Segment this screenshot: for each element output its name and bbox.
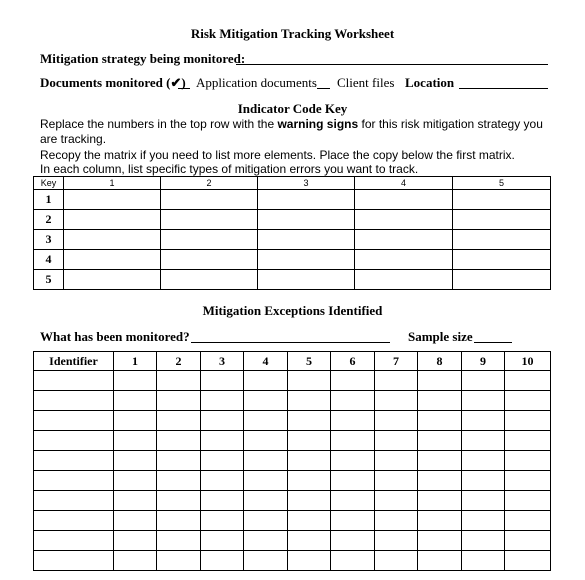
exception-cell[interactable] [462,491,505,511]
exception-cell[interactable] [201,431,244,451]
exception-cell[interactable] [201,451,244,471]
exception-cell[interactable] [418,371,462,391]
exception-cell[interactable] [288,491,331,511]
column-header: 8 [418,352,462,371]
matrix-cell[interactable] [453,230,551,250]
matrix-cell[interactable] [355,190,453,210]
exception-cell[interactable] [331,551,375,571]
matrix-cell[interactable] [258,210,355,230]
exception-cell[interactable] [114,471,157,491]
table-row [34,551,551,571]
exception-cell[interactable] [201,471,244,491]
warning-sign-header: 1 [64,177,161,190]
exception-cell[interactable] [462,431,505,451]
exception-cell[interactable] [505,391,551,411]
table-row [34,190,551,210]
exception-cell[interactable] [505,551,551,571]
documents-label: Documents monitored (✔) [40,75,186,90]
row-key: 1 [34,190,64,210]
identifier-cell[interactable] [34,551,114,571]
table-row [34,431,551,451]
matrix-cell[interactable] [453,270,551,290]
exception-cell[interactable] [462,531,505,551]
row-key: 4 [34,250,64,270]
indicator-line-3: Recopy the matrix if you need to list more elements. Place the copy below the first matrix. [40,148,515,162]
matrix-cell[interactable] [453,250,551,270]
exception-cell[interactable] [418,531,462,551]
exception-cell[interactable] [288,391,331,411]
page-title: Risk Mitigation Tracking Worksheet [190,26,395,41]
exception-cell[interactable] [157,431,201,451]
warning-sign-header: 2 [161,177,258,190]
exception-cell[interactable] [331,531,375,551]
exception-cell[interactable] [114,531,157,551]
identifier-cell[interactable] [34,451,114,471]
exception-cell[interactable] [331,371,375,391]
matrix-cell[interactable] [258,270,355,290]
table-row [34,391,551,411]
exception-cell[interactable] [244,431,288,451]
column-header: 10 [505,352,551,371]
table-row [34,371,551,391]
exception-cell[interactable] [114,411,157,431]
matrix-cell[interactable] [258,250,355,270]
matrix-cell[interactable] [258,230,355,250]
exception-cell[interactable] [375,431,418,451]
matrix-cell[interactable] [161,190,258,210]
identifier-cell[interactable] [34,511,114,531]
client-checkbox-line[interactable] [317,88,330,89]
exception-cell[interactable] [375,491,418,511]
exception-cell[interactable] [462,551,505,571]
exception-cell[interactable] [505,431,551,451]
table-row [34,471,551,491]
exception-cell[interactable] [462,411,505,431]
exception-cell[interactable] [157,491,201,511]
exception-cell[interactable] [375,411,418,431]
exception-cell[interactable] [418,411,462,431]
exception-cell[interactable] [375,551,418,571]
exception-cell[interactable] [288,371,331,391]
indicator-title: Indicator Code Key [237,101,348,116]
matrix-cell[interactable] [355,250,453,270]
column-header: 2 [157,352,201,371]
exception-cell[interactable] [375,371,418,391]
exception-cell[interactable] [157,371,201,391]
exception-cell[interactable] [418,511,462,531]
exception-cell[interactable] [114,451,157,471]
exception-cell[interactable] [331,451,375,471]
exception-cell[interactable] [462,371,505,391]
exception-cell[interactable] [201,491,244,511]
exception-cell[interactable] [244,451,288,471]
option-client: Client files [337,75,395,90]
monitored-label: What has been monitored? [40,329,190,344]
exception-cell[interactable] [157,471,201,491]
matrix-cell[interactable] [161,210,258,230]
table-row [34,411,551,431]
exception-cell[interactable] [288,551,331,571]
exception-cell[interactable] [157,391,201,411]
exception-cell[interactable] [462,451,505,471]
table-row [34,531,551,551]
matrix-cell[interactable] [355,230,453,250]
exception-cell[interactable] [288,451,331,471]
exception-cell[interactable] [331,511,375,531]
table-row [34,210,551,230]
strategy-field[interactable] [236,64,548,65]
warning-sign-header: 3 [258,177,355,190]
exception-cell[interactable] [114,551,157,571]
row-key: 3 [34,230,64,250]
exception-cell[interactable] [331,431,375,451]
exception-cell[interactable] [114,491,157,511]
exception-cell[interactable] [114,371,157,391]
exception-cell[interactable] [418,431,462,451]
column-header: 1 [114,352,157,371]
exception-cell[interactable] [375,471,418,491]
matrix-cell[interactable] [453,190,551,210]
location-label: Location [405,75,455,90]
exception-cell[interactable] [505,491,551,511]
identifier-cell[interactable] [34,371,114,391]
indicator-matrix [33,176,551,290]
indicator-line-4: In each column, list specific types of mitigation errors you want to track. [40,162,419,176]
exception-cell[interactable] [114,391,157,411]
key-header: Key [34,177,64,190]
matrix-cell[interactable] [161,230,258,250]
application-checkbox-line[interactable] [178,88,190,89]
exception-cell[interactable] [244,491,288,511]
row-key: 5 [34,270,64,290]
matrix-cell[interactable] [64,270,161,290]
exception-cell[interactable] [375,391,418,411]
sample-size-field[interactable] [474,342,512,343]
row-key: 2 [34,210,64,230]
exception-cell[interactable] [244,531,288,551]
exception-cell[interactable] [331,491,375,511]
exception-cell[interactable] [505,371,551,391]
exceptions-matrix [33,351,551,571]
matrix-cell[interactable] [161,270,258,290]
exception-cell[interactable] [244,511,288,531]
table-row [34,250,551,270]
exception-cell[interactable] [201,511,244,531]
exception-cell[interactable] [418,451,462,471]
exception-cell[interactable] [288,511,331,531]
column-header: 3 [201,352,244,371]
exception-cell[interactable] [418,551,462,571]
matrix-cell[interactable] [258,190,355,210]
indicator-line-1: Replace the numbers in the top row with the warning signs for this risk mitigation strategy you [40,117,543,131]
exception-cell[interactable] [505,531,551,551]
matrix-cell[interactable] [161,250,258,270]
exception-cell[interactable] [375,451,418,471]
identifier-cell[interactable] [34,431,114,451]
exception-cell[interactable] [201,551,244,571]
identifier-cell[interactable] [34,471,114,491]
exception-cell[interactable] [331,391,375,411]
table-row [34,451,551,471]
warning-sign-header: 5 [453,177,551,190]
exception-cell[interactable] [331,411,375,431]
exception-cell[interactable] [157,451,201,471]
matrix-cell[interactable] [355,210,453,230]
exception-cell[interactable] [418,391,462,411]
exception-cell[interactable] [418,471,462,491]
exception-cell[interactable] [244,391,288,411]
matrix-cell[interactable] [64,250,161,270]
matrix-cell[interactable] [64,210,161,230]
exception-cell[interactable] [375,511,418,531]
location-field[interactable] [459,88,548,89]
monitored-field[interactable] [191,342,390,343]
exception-cell[interactable] [462,471,505,491]
identifier-cell[interactable] [34,491,114,511]
strategy-label: Mitigation strategy being monitored: [40,51,246,66]
exception-cell[interactable] [114,511,157,531]
column-header: 9 [462,352,505,371]
exception-cell[interactable] [201,531,244,551]
matrix-cell[interactable] [64,230,161,250]
exception-cell[interactable] [462,511,505,531]
table-row [34,270,551,290]
exception-cell[interactable] [505,511,551,531]
exception-cell[interactable] [462,391,505,411]
option-application: Application documents [196,75,317,90]
matrix-cell[interactable] [453,210,551,230]
exception-cell[interactable] [244,371,288,391]
column-header: 5 [288,352,331,371]
matrix-cell[interactable] [64,190,161,210]
exception-cell[interactable] [157,411,201,431]
exception-cell[interactable] [201,411,244,431]
exception-cell[interactable] [201,371,244,391]
exception-cell[interactable] [157,531,201,551]
matrix-cell[interactable] [355,270,453,290]
exception-cell[interactable] [288,431,331,451]
identifier-cell[interactable] [34,531,114,551]
table-row [34,511,551,531]
exception-cell[interactable] [244,411,288,431]
exception-cell[interactable] [244,551,288,571]
column-header: 7 [375,352,418,371]
sample-size-label: Sample size [408,329,473,344]
exception-cell[interactable] [114,431,157,451]
exception-cell[interactable] [201,391,244,411]
exception-cell[interactable] [288,411,331,431]
exception-cell[interactable] [375,531,418,551]
exceptions-title: Mitigation Exceptions Identified [202,303,383,318]
exception-cell[interactable] [418,491,462,511]
column-header: 6 [331,352,375,371]
identifier-header: Identifier [34,352,114,371]
warning-sign-header: 4 [355,177,453,190]
identifier-cell[interactable] [34,411,114,431]
exception-cell[interactable] [331,471,375,491]
exception-cell[interactable] [505,471,551,491]
exception-cell[interactable] [505,451,551,471]
exception-cell[interactable] [157,511,201,531]
exception-cell[interactable] [288,471,331,491]
indicator-line-2: are tracking. [40,132,107,146]
exception-cell[interactable] [244,471,288,491]
identifier-cell[interactable] [34,391,114,411]
column-header: 4 [244,352,288,371]
table-row [34,491,551,511]
table-row [34,230,551,250]
exception-cell[interactable] [288,531,331,551]
exception-cell[interactable] [157,551,201,571]
exception-cell[interactable] [505,411,551,431]
